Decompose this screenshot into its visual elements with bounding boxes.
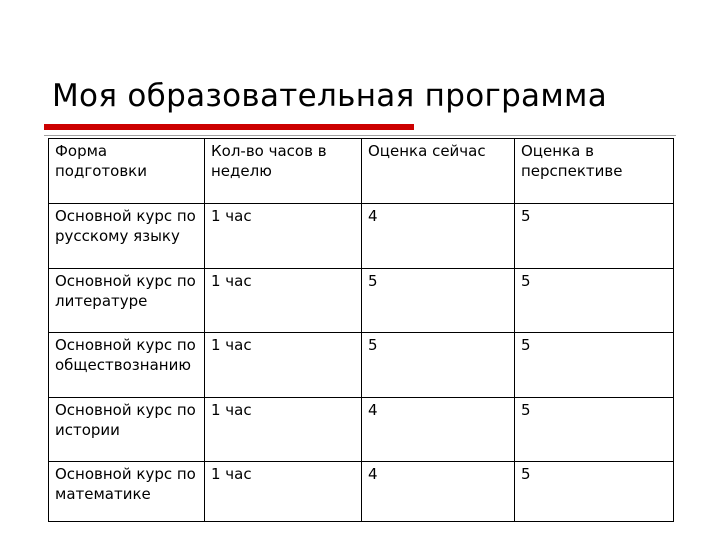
table-cell: 5: [362, 269, 515, 333]
table-row: [49, 333, 674, 398]
table-cell: Основной курс по литературе: [49, 269, 205, 333]
header-cell: Оценка в перспективе: [515, 139, 674, 204]
table-cell: Основной курс по истории: [49, 398, 205, 462]
table-row: [49, 269, 674, 333]
table-header-row: [49, 139, 674, 204]
table-cell: 1 час: [205, 462, 362, 522]
table-cell: 5: [515, 333, 674, 398]
header-cell: Оценка сейчас: [362, 139, 515, 204]
table-cell: 1 час: [205, 269, 362, 333]
table-cell: 1 час: [205, 398, 362, 462]
table-cell: Основной курс по русскому языку: [49, 204, 205, 269]
program-table: [48, 138, 674, 522]
table-cell: 5: [515, 269, 674, 333]
table-cell: 4: [362, 398, 515, 462]
table-cell: 1 час: [205, 333, 362, 398]
table-row: [49, 398, 674, 462]
table-cell: Основной курс по математике: [49, 462, 205, 522]
table-cell: 5: [515, 398, 674, 462]
title-underline: [44, 135, 676, 136]
table-cell: Основной курс по обществознанию: [49, 333, 205, 398]
table-cell: 5: [515, 462, 674, 522]
table-cell: 1 час: [205, 204, 362, 269]
table-cell: 4: [362, 462, 515, 522]
table-cell: 4: [362, 204, 515, 269]
table-row: [49, 462, 674, 522]
table-cell: 5: [515, 204, 674, 269]
table-cell: 5: [362, 333, 515, 398]
title-accent-bar: [44, 124, 414, 130]
header-cell: Кол-во часов в неделю: [205, 139, 362, 204]
header-cell: Форма подготовки: [49, 139, 205, 204]
slide-title: Моя образовательная программа: [52, 78, 608, 114]
table-row: [49, 204, 674, 269]
